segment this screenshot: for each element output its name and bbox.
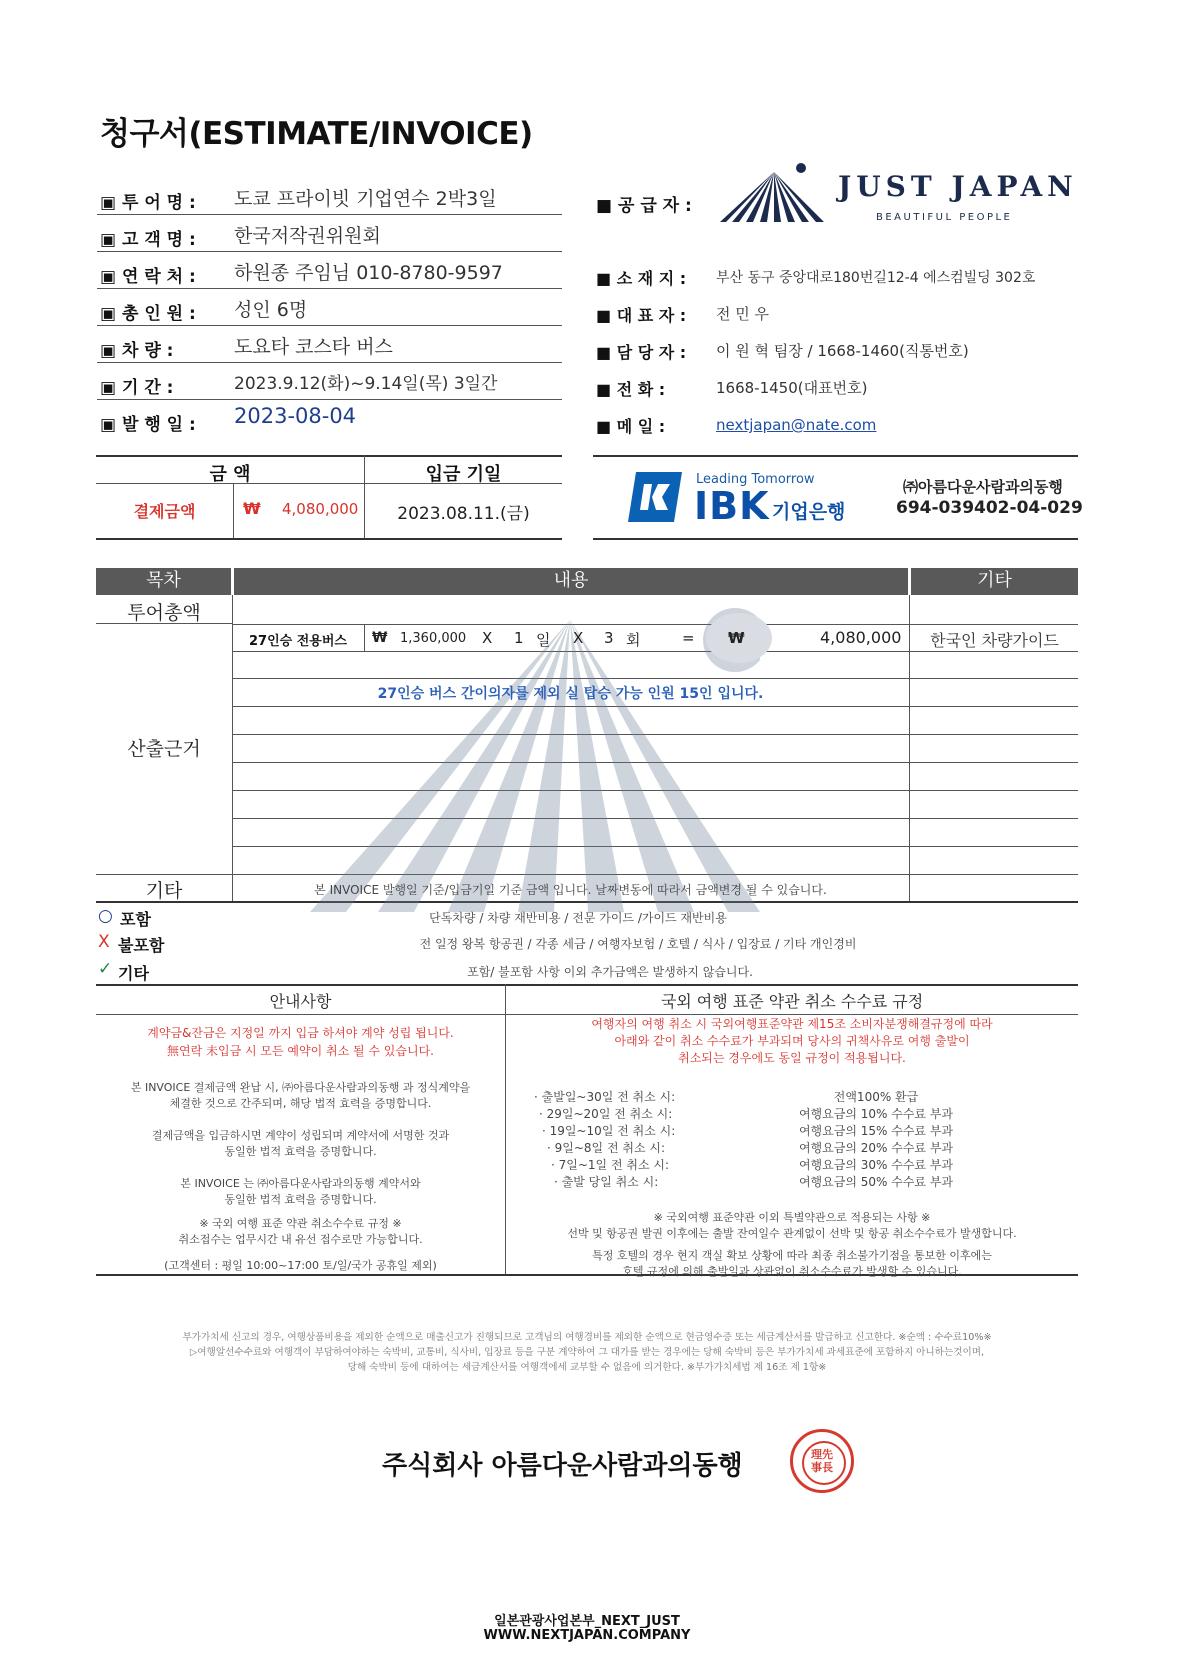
rule-fee: 여행요금의 15% 수수료 부과 — [798, 1124, 954, 1138]
info-label: ▣ 투 어 명 : — [100, 193, 196, 213]
rule-period: · 19일~10일 전 취소 시: — [542, 1124, 676, 1138]
guide-red-2: 無연락 未입금 시 모든 예약이 취소 될 수 있습니다. — [167, 1044, 434, 1058]
item-note: 한국인 차량가이드 — [930, 631, 1059, 650]
rule-fee: 여행요금의 30% 수수료 부과 — [798, 1158, 954, 1172]
rule-period: · 출발 당일 취소 시: — [554, 1175, 659, 1189]
cancel-note-2: 선박 및 항공권 발권 이후에는 출발 잔여일수 관계없이 선박 및 항공 취소수수료가 발생합니다. — [567, 1227, 1017, 1240]
guide-p4a: ※ 국외 여행 표준 약관 취소수수료 규정 ※ — [199, 1217, 402, 1230]
qty-1: 1 — [514, 629, 524, 647]
inclusion-text: 전 일정 왕복 항공권 / 각종 세금 / 여행자보험 / 호텔 / 식사 / 입장료 / 기타 개인경비 — [419, 937, 857, 951]
supplier-label: ■ 공 급 자 : — [596, 196, 692, 216]
header-etc: 기타 — [911, 568, 1078, 595]
guide-p2b: 동일한 법적 효력을 증명합니다. — [224, 1145, 377, 1158]
info-label: ▣ 연 락 처 : — [100, 267, 196, 287]
inclusion-other — [98, 958, 1078, 984]
unit-price: 1,360,000 — [400, 631, 467, 646]
guide-p1b: 체결한 것으로 간주되며, 해당 법적 효력을 증명합니다. — [169, 1097, 432, 1110]
company-name: 주식회사 아름다운사람과의동행 — [382, 1451, 743, 1481]
times-2: X — [573, 629, 584, 647]
inclusion-text: 단독차량 / 차량 재반비용 / 전문 가이드 /가이드 재반비용 — [429, 911, 727, 925]
info-value: 도쿄 프라이빗 기업연수 2박3일 — [234, 188, 497, 210]
rule-period: · 출발일~30일 전 취소 시: — [534, 1090, 676, 1104]
check-icon: ✓ — [98, 959, 113, 979]
tax-line-1: 부가가치세 신고의 경우, 여행상품비용을 제외한 순액으로 매출신고가 진행되므로 고객님의 여행경비를 제외한 순액으로 현금영수증 또는 세금계산서를 발급하고 신고한다. ※순액 : 수수료10%※ — [182, 1332, 992, 1343]
notice-blue: 27인승 버스 간이의자를 제외 실 탑승 가능 인원 15인 입니다. — [377, 686, 764, 702]
info-row-phone — [596, 369, 1076, 405]
row-etc: 기타 — [145, 880, 183, 902]
inclusion-label: 기타 — [118, 964, 149, 983]
item-total: 4,080,000 — [820, 628, 902, 647]
header-content: 내용 — [234, 568, 908, 595]
info-label: ▣ 발 행 일 : — [100, 415, 196, 435]
qty-2: 3 — [604, 629, 614, 647]
info-label: ▣ 기 간 : — [100, 378, 174, 398]
currency-symbol: ₩ — [243, 499, 261, 518]
times-1: X — [482, 629, 493, 647]
bank-tagline: Leading Tomorrow — [696, 472, 815, 487]
rule-period: · 9일~8일 전 취소 시: — [547, 1141, 665, 1155]
info-row-vehicle — [100, 326, 562, 362]
guide-p2a: 결제금액을 입금하시면 계약이 성립되며 계약서에 서명한 것과 — [151, 1129, 450, 1142]
just-japan-logo-icon — [718, 160, 830, 226]
rule-period: · 7일~1일 전 취소 시: — [551, 1158, 669, 1172]
email-link[interactable]: nextjapan@nate.com — [716, 416, 877, 434]
item-name: 27인승 전용버스 — [249, 634, 347, 649]
info-row-customer — [100, 215, 562, 251]
cancel-red-3: 취소되는 경우에도 동일 규정이 적용됩니다. — [678, 1051, 906, 1065]
guide-header: 안내사항 — [269, 992, 332, 1011]
info-row-manager — [596, 332, 1076, 368]
info-row-ceo — [596, 295, 1076, 331]
info-value: 2023-08-04 — [234, 404, 357, 428]
due-date: 2023.08.11.(금) — [397, 504, 530, 524]
info-row-email — [596, 406, 1076, 442]
rule-period: · 29일~20일 전 취소 시: — [539, 1107, 673, 1121]
cancel-rules — [506, 1088, 1078, 1188]
footer-website: WWW.NEXTJAPAN.COMPANY — [483, 1628, 691, 1643]
info-label: ▣ 고 객 명 : — [100, 230, 196, 250]
circle-icon: ○ — [98, 906, 113, 926]
bank-name: IBK — [694, 484, 770, 528]
page-title: 청구서(ESTIMATE/INVOICE) — [100, 116, 533, 152]
inclusion-excluded — [98, 930, 1078, 956]
cancel-header: 국외 여행 표준 약관 취소 수수료 규정 — [660, 992, 924, 1011]
row-tour-total: 투어총액 — [127, 602, 201, 624]
info-value: 도요타 코스타 버스 — [234, 336, 393, 358]
info-row-address — [596, 258, 1076, 294]
info-label: ▣ 총 인 원 : — [100, 304, 196, 324]
tax-notes — [96, 1330, 1078, 1375]
unit-2: 회 — [626, 631, 641, 649]
cancel-notes — [506, 1210, 1078, 1280]
cancel-note-1: ※ 국외여행 표준약관 이외 특별약관으로 적용되는 사항 ※ — [653, 1211, 931, 1224]
guide-p5: (고객센터 : 평일 10:00~17:00 토/일/국가 공휴일 제외) — [164, 1259, 437, 1272]
info-value: 2023.9.12(화)~9.14일(목) 3일간 — [234, 374, 498, 394]
info-label: ■ 대 표 자 : — [596, 306, 687, 325]
row-basis: 산출근거 — [127, 738, 201, 760]
rule-fee: 전액100% 환급 — [833, 1090, 919, 1104]
cross-icon: X — [98, 932, 110, 952]
info-label: ■ 소 재 지 : — [596, 269, 687, 288]
cancel-note-4: 호텔 규정에 의해 출발일과 상관없이 취소수수료가 발생할 수 있습니다. — [622, 1265, 962, 1278]
info-value: 전 민 우 — [716, 305, 770, 323]
info-row-issue-date — [100, 400, 562, 436]
info-row-people — [100, 289, 562, 325]
rule-fee: 여행요금의 50% 수수료 부과 — [798, 1175, 954, 1189]
footer-division: 일본관광사업본부_NEXT_JUST — [494, 1614, 680, 1629]
account-holder: ㈜아름다운사람과의동행 — [903, 478, 1063, 496]
unit-1: 일 — [536, 631, 551, 649]
total-currency: ₩ — [728, 629, 745, 647]
info-label: ■ 담 당 자 : — [596, 343, 687, 362]
guide-body — [96, 1024, 505, 1274]
cancel-red-1: 여행자의 여행 취소 시 국외여행표준약관 제15조 소비자분쟁해결규정에 따라 — [591, 1017, 993, 1031]
account-number: 694-039402-04-029 — [896, 498, 1083, 518]
inclusion-label: 포함 — [120, 910, 151, 929]
guide-p4b: 취소접수는 업무시간 내 유선 접수로만 가능합니다. — [178, 1233, 423, 1246]
guide-p1a: 본 INVOICE 결제금액 완납 시, ㈜아름다운사람과의동행 과 정식계약을 — [130, 1081, 471, 1094]
guide-p3b: 동일한 법적 효력을 증명합니다. — [224, 1193, 377, 1206]
inclusion-label: 불포함 — [118, 936, 165, 955]
watermark-logo-icon — [300, 600, 760, 918]
seal-text: 理先 事長 — [811, 1448, 833, 1474]
bank-name-kr: 기업은행 — [772, 501, 846, 523]
info-value: 이 원 혁 팀장 / 1668-1460(직통번호) — [716, 342, 969, 360]
rule-fee: 여행요금의 20% 수수료 부과 — [798, 1141, 954, 1155]
info-value: 1668-1450(대표번호) — [716, 379, 868, 397]
info-value: 한국저작권위원회 — [234, 225, 381, 247]
header-index: 목차 — [96, 568, 231, 595]
tax-line-2: ▷여행알선수수료와 여행객이 부담하여야하는 숙박비, 교통비, 식사비, 입장료 등을 구분 계약하여 그 대가를 받는 경우에는 당해 숙박비 등은 부가가치세 과세표준에 포함하지 아니하는것이며, — [189, 1347, 985, 1358]
logo-text: JUST JAPAN — [838, 170, 1078, 203]
cancel-red-2: 아래와 같이 취소 수수료가 부과되며 당사의 귀책사유로 여행 출발이 — [614, 1034, 970, 1048]
info-value: 성인 6명 — [234, 299, 308, 321]
info-row-tour — [100, 178, 562, 214]
inclusion-text: 포함/ 불포함 사항 이외 추가금액은 발생하지 않습니다. — [467, 965, 753, 979]
info-label: ■ 메 일 : — [596, 417, 666, 436]
equals-sign: = — [682, 629, 695, 647]
due-header: 입금 기일 — [425, 464, 502, 485]
pay-label: 결제금액 — [133, 502, 196, 521]
ibk-logo-icon — [622, 466, 688, 528]
info-value: 부산 동구 중앙대로180번길12-4 에스컴빌딩 302호 — [716, 270, 1036, 286]
etc-note: 본 INVOICE 발행일 기준/입금기일 기준 금액 입니다. 날짜변동에 따라서 금액변경 될 수 있습니다. — [314, 883, 827, 897]
cancel-body — [506, 1016, 1078, 1067]
info-row-period — [100, 363, 562, 399]
info-value: 하원종 주임님 010-8780-9597 — [234, 262, 503, 284]
inclusion-included — [98, 904, 1078, 930]
info-label: ■ 전 화 : — [596, 380, 666, 399]
rule-fee: 여행요금의 10% 수수료 부과 — [798, 1107, 954, 1121]
guide-red-1: 계약금&잔금은 지정일 까지 입금 하셔야 계약 성립 됩니다. — [147, 1026, 454, 1040]
unit-currency: ₩ — [372, 630, 388, 646]
amount-header: 금 액 — [209, 464, 251, 485]
pay-amount: 4,080,000 — [282, 500, 359, 518]
cancel-note-3: 특정 호텔의 경우 현지 객실 확보 상황에 따라 최종 취소불가기점을 통보한 이후에는 — [592, 1249, 992, 1262]
guide-p3a: 본 INVOICE 는 ㈜아름다운사람과의동행 계약서와 — [180, 1177, 421, 1190]
logo-subtext: BEAUTIFUL PEOPLE — [876, 212, 1013, 223]
info-row-contact — [100, 252, 562, 288]
company-seal-icon — [790, 1429, 854, 1493]
tax-line-3: 당해 숙박비 등에 대하여는 세금계산서를 여행객에세 교부할 수 없음에 의거한다. ※부가가치세법 제 16조 제 1항※ — [347, 1362, 827, 1373]
info-label: ▣ 차 량 : — [100, 341, 174, 361]
